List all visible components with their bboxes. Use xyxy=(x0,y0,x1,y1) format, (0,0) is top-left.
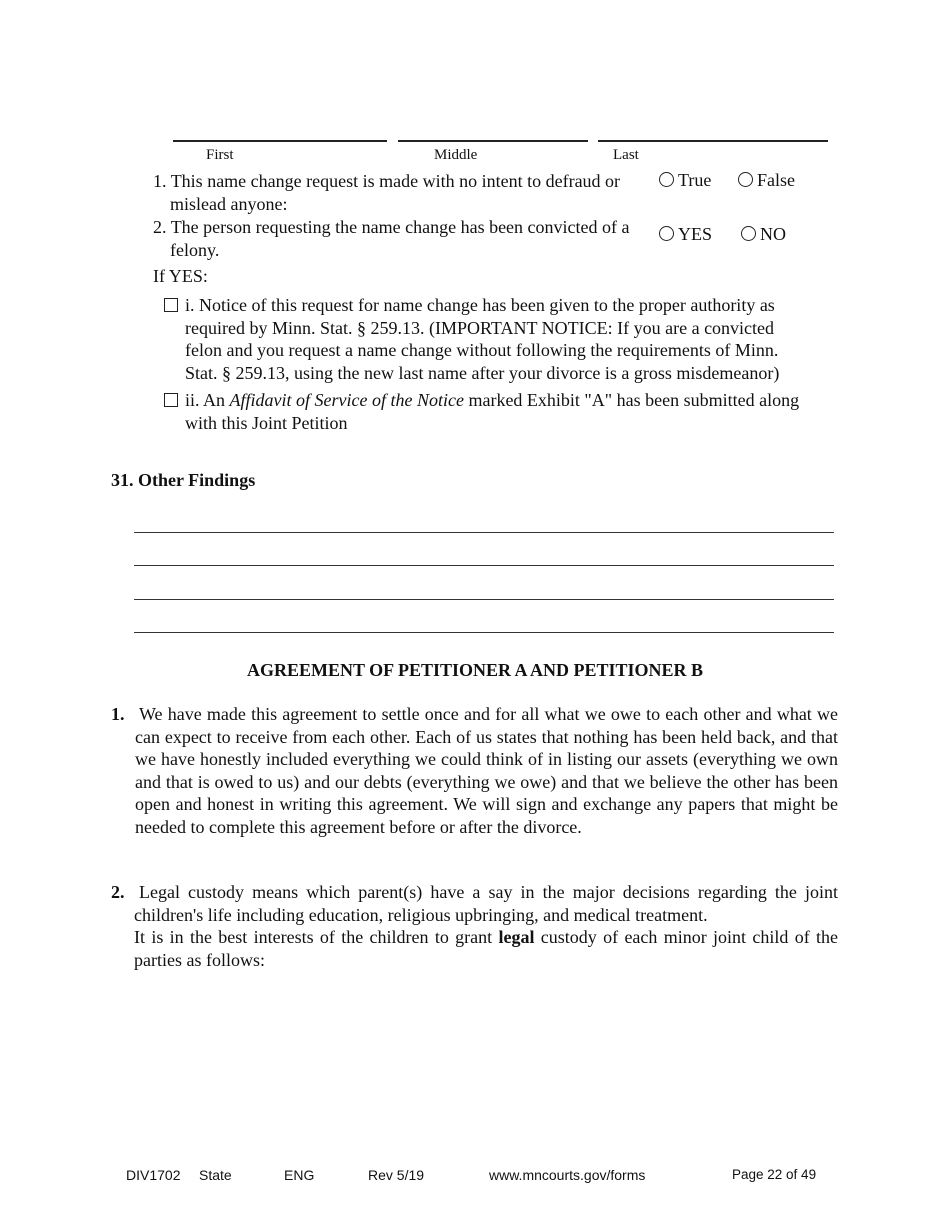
agreement-item-1-text: We have made this agreement to settle once and for all what we owe to each other and what we can expect to receive from each other. Each of us states that nothing has been held back, and that we have honestly included everything we could think of in listing our assets (everything we own and that is owed to us) and our debts (everything we owe) and that we believe the other has been open and honest in writing this agreement. We will sign and exchange any papers that might be needed to complete this agreement before or after the divorce. xyxy=(135,704,838,837)
last-name-line[interactable] xyxy=(598,140,828,142)
false-radio-option[interactable] xyxy=(738,170,795,191)
footer-language: ENG xyxy=(284,1167,315,1183)
last-label: Last xyxy=(613,147,639,163)
custody-prefix: It is in the best interests of the children to grant xyxy=(134,927,499,947)
affidavit-suffix: marked Exhibit "A" has been submitted along with this Joint Petition xyxy=(185,390,800,433)
notice-given-text: i. Notice of this request for name change has been given to the proper authority as required by Minn. Stat. § 259.13. (IMPORTANT NOTICE: If you are a convicted felon and you request a name change without following the requirements of Minn. Stat. § 259.13, using the new last name after your divorce is a gross misdemeanor) xyxy=(185,295,780,383)
first-name-line[interactable] xyxy=(173,140,387,142)
yes-label: YES xyxy=(678,224,713,244)
radio-circle-icon xyxy=(659,172,674,187)
first-label: First xyxy=(206,147,234,163)
footer-website[interactable]: www.mncourts.gov/forms xyxy=(489,1167,646,1183)
true-radio-option[interactable] xyxy=(659,170,711,191)
no-radio-option[interactable] xyxy=(741,224,786,245)
findings-line-2[interactable] xyxy=(134,565,834,566)
footer-revision: Rev 5/19 xyxy=(368,1167,425,1183)
affidavit-title: Affidavit of Service of the Notice xyxy=(229,390,464,410)
findings-line-4[interactable] xyxy=(134,632,834,633)
statement-2 xyxy=(153,216,670,261)
agreement-item-1-number: 1. xyxy=(111,704,125,724)
findings-line-3[interactable] xyxy=(134,599,834,600)
agreement-item-2-text: Legal custody means which parent(s) have a say in the major decisions regarding the joint children's life including education, religious upbringing, and medical treatment. xyxy=(134,882,838,925)
if-yes-label: If YES: xyxy=(153,266,208,286)
statement-2-number: 2. xyxy=(153,217,167,237)
statement-1-text: This name change request is made with no intent to defraud or mislead anyone: xyxy=(170,171,621,214)
footer-jurisdiction: State xyxy=(199,1167,232,1183)
agreement-item-2-text2 xyxy=(134,926,838,971)
agreement-heading: AGREEMENT OF PETITIONER A AND PETITIONER B xyxy=(246,660,704,680)
affidavit-checkbox[interactable] xyxy=(164,393,178,407)
custody-bold: legal xyxy=(498,927,535,947)
statement-1 xyxy=(153,170,670,215)
statement-1-number: 1. xyxy=(153,171,167,191)
radio-circle-icon xyxy=(659,226,674,241)
radio-circle-icon xyxy=(738,172,753,187)
findings-line-1[interactable] xyxy=(134,532,834,533)
agreement-item-2-number: 2. xyxy=(111,882,125,902)
true-label: True xyxy=(678,170,712,190)
statement-2-text: The person requesting the name change has been convicted of a felony. xyxy=(170,217,630,260)
footer-page-number: Page 22 of 49 xyxy=(732,1167,817,1182)
middle-label: Middle xyxy=(434,147,478,163)
footer-form-id: DIV1702 xyxy=(126,1167,181,1183)
middle-name-line[interactable] xyxy=(398,140,588,142)
section-heading: 31. Other Findings xyxy=(111,470,256,490)
affidavit-prefix: ii. An xyxy=(185,390,230,410)
radio-circle-icon xyxy=(741,226,756,241)
notice-given-checkbox[interactable] xyxy=(164,298,178,312)
false-label: False xyxy=(757,170,795,190)
yes-radio-option[interactable] xyxy=(659,224,712,245)
affidavit-text xyxy=(185,389,830,434)
custody-suffix: custody of each minor joint child of the parties as follows: xyxy=(134,927,839,970)
no-label: NO xyxy=(760,224,786,244)
